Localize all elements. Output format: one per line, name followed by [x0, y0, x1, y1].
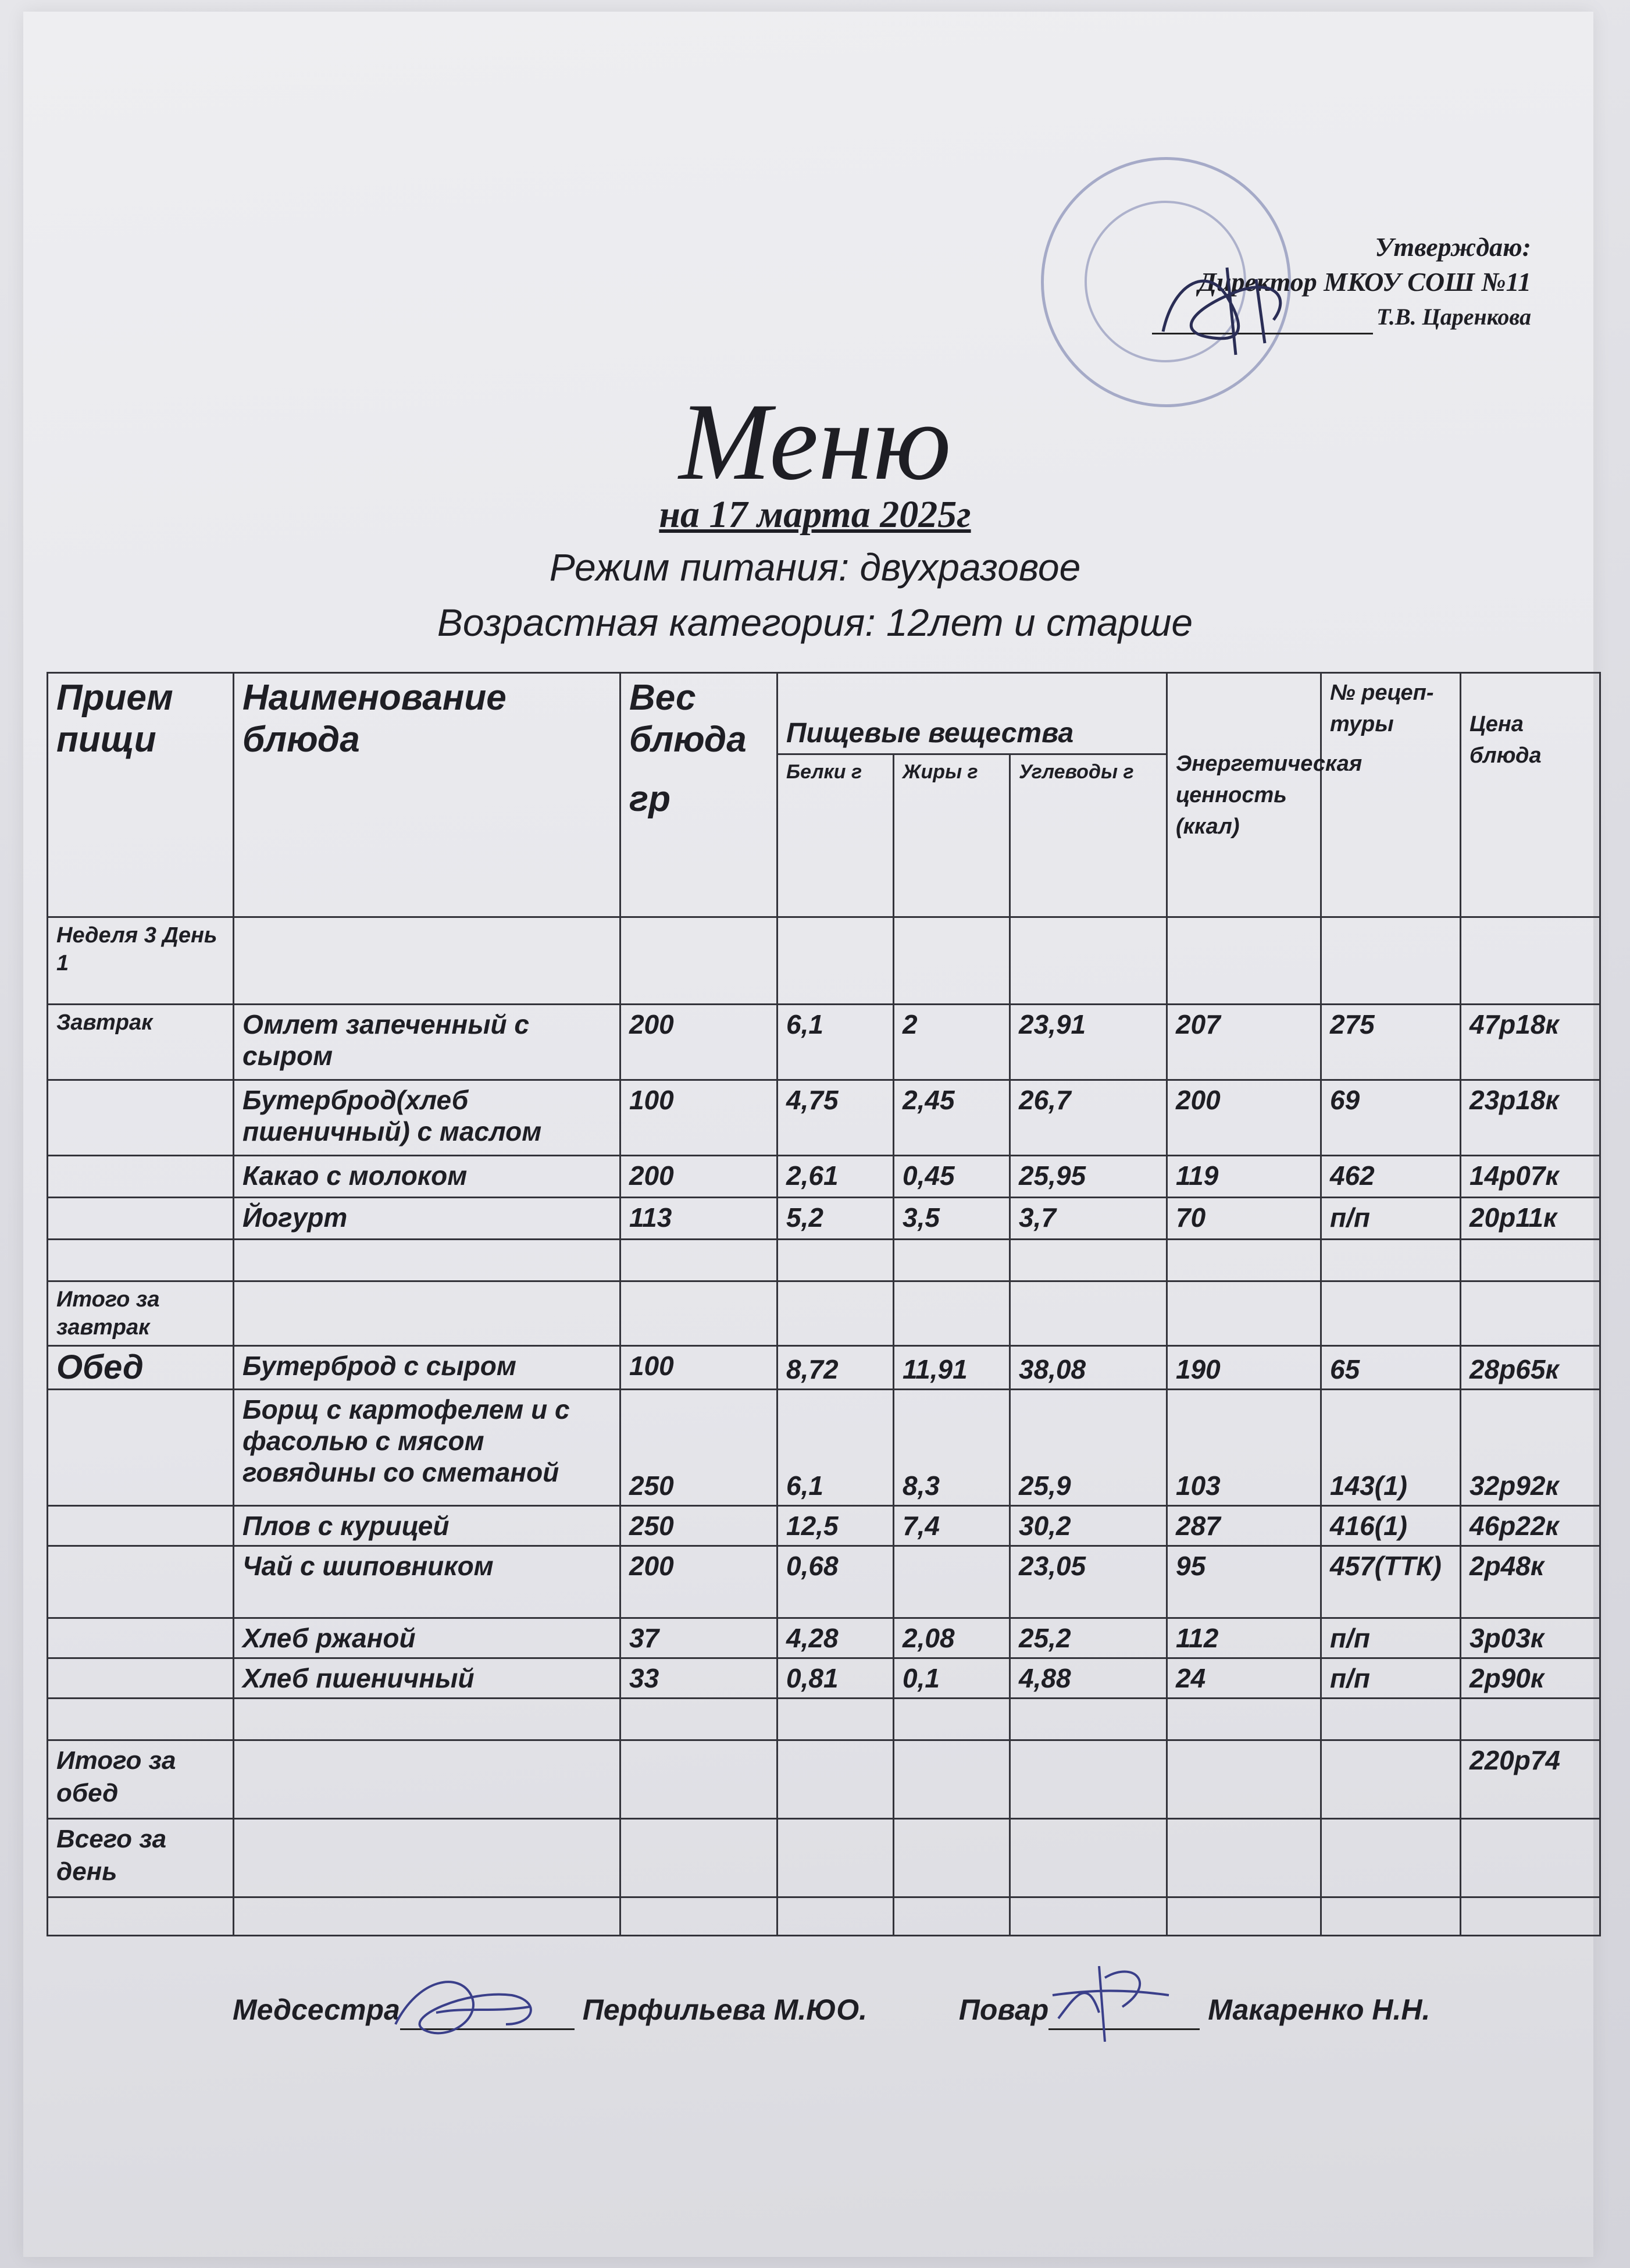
- cell-carbs: [1010, 1240, 1167, 1281]
- cell-fat: [894, 1819, 1010, 1897]
- header-protein: Белки г: [777, 754, 894, 917]
- cell-carbs: 38,08: [1010, 1346, 1167, 1390]
- cell-recipe: [1321, 1819, 1461, 1897]
- cell-weight: 200: [620, 1156, 777, 1198]
- cell-carbs: 23,05: [1010, 1546, 1167, 1618]
- cell-protein: [777, 917, 894, 1005]
- table-row: [48, 1156, 1600, 1198]
- cell-recipe: 275: [1321, 1005, 1461, 1080]
- cell-energy: 287: [1167, 1506, 1321, 1546]
- cell-energy: 190: [1167, 1346, 1321, 1390]
- cell-weight: [620, 1281, 777, 1346]
- cell-weight: 100: [620, 1080, 777, 1156]
- cell-energy: [1167, 1740, 1321, 1819]
- cell-dish: Омлет запеченный с сыром: [234, 1005, 620, 1080]
- cell-fat: 7,4: [894, 1506, 1010, 1546]
- cell-fat: [894, 1897, 1010, 1936]
- cell-dish: Плов с курицей: [234, 1506, 620, 1546]
- cell-protein: [777, 1819, 894, 1897]
- cell-meal: Итого за завтрак: [48, 1281, 234, 1346]
- cell-dish: Какао с молоком: [234, 1156, 620, 1198]
- cell-price: 14р07к: [1461, 1156, 1600, 1198]
- table-row: [48, 1819, 1600, 1897]
- cell-meal: [48, 1240, 234, 1281]
- cell-protein: 0,68: [777, 1546, 894, 1618]
- director-name: Т.В. Царенкова: [1376, 304, 1531, 330]
- cell-protein: 12,5: [777, 1506, 894, 1546]
- table-row: [48, 917, 1600, 1005]
- cell-energy: 70: [1167, 1198, 1321, 1240]
- cell-recipe: п/п: [1321, 1658, 1461, 1699]
- table-row: [48, 1005, 1600, 1080]
- nurse-signature: [378, 1954, 564, 2053]
- cell-weight: 113: [620, 1198, 777, 1240]
- cell-meal: [48, 1506, 234, 1546]
- cell-meal: [48, 1897, 234, 1936]
- cell-price: [1461, 1897, 1600, 1936]
- cell-meal: [48, 1699, 234, 1740]
- cell-meal: [48, 1546, 234, 1618]
- page-title: Меню: [679, 381, 951, 503]
- cell-carbs: [1010, 1699, 1167, 1740]
- header-meal: Прием пищи: [48, 673, 234, 917]
- cell-price: 46р22к: [1461, 1506, 1600, 1546]
- cell-price: 3р03к: [1461, 1618, 1600, 1658]
- cell-fat: 2,45: [894, 1080, 1010, 1156]
- cell-meal: [48, 1080, 234, 1156]
- header-weight-unit: гр: [629, 779, 670, 819]
- cell-price: 23р18к: [1461, 1080, 1600, 1156]
- table-row: [48, 1198, 1600, 1240]
- cell-energy: [1167, 1281, 1321, 1346]
- cell-carbs: 25,9: [1010, 1390, 1167, 1506]
- cell-fat: 2: [894, 1005, 1010, 1080]
- nurse-name: Перфильева М.ЮО.: [582, 1993, 868, 2026]
- cell-price: 32р92к: [1461, 1390, 1600, 1506]
- cell-protein: [777, 1240, 894, 1281]
- cell-energy: 103: [1167, 1390, 1321, 1506]
- table-row: [48, 1390, 1600, 1506]
- cell-recipe: [1321, 1240, 1461, 1281]
- cell-price: 28р65к: [1461, 1346, 1600, 1390]
- cell-price: 2р90к: [1461, 1658, 1600, 1699]
- cook-name: Макаренко Н.Н.: [1208, 1993, 1431, 2026]
- cell-energy: [1167, 1699, 1321, 1740]
- cell-protein: 6,1: [777, 1005, 894, 1080]
- cell-dish: Борщ с картофелем и с фасолью с мясом говядины со сметаной: [234, 1390, 620, 1506]
- header-weight-label: Вес блюда: [629, 678, 747, 760]
- cell-meal: [48, 1658, 234, 1699]
- cell-meal: Всего за день: [48, 1819, 234, 1897]
- meal-mode: Режим питания: двухразовое: [549, 546, 1081, 589]
- cell-fat: 3,5: [894, 1198, 1010, 1240]
- cell-carbs: 4,88: [1010, 1658, 1167, 1699]
- cell-protein: [777, 1699, 894, 1740]
- cell-carbs: 3,7: [1010, 1198, 1167, 1240]
- cell-protein: [777, 1897, 894, 1936]
- cell-price: 47р18к: [1461, 1005, 1600, 1080]
- header-recipe: № рецеп-туры: [1321, 673, 1461, 917]
- cell-fat: [894, 1240, 1010, 1281]
- cell-recipe: 143(1): [1321, 1390, 1461, 1506]
- cell-weight: 37: [620, 1618, 777, 1658]
- table-row: [48, 1080, 1600, 1156]
- menu-table: [47, 672, 1601, 1936]
- cell-dish: Бутерброд с сыром: [234, 1346, 620, 1390]
- cell-carbs: [1010, 1281, 1167, 1346]
- cell-weight: [620, 1897, 777, 1936]
- cell-carbs: 23,91: [1010, 1005, 1167, 1080]
- cell-recipe: 416(1): [1321, 1506, 1461, 1546]
- cell-weight: 100: [620, 1346, 777, 1390]
- cell-weight: 33: [620, 1658, 777, 1699]
- cell-meal: [48, 1198, 234, 1240]
- cell-protein: 6,1: [777, 1390, 894, 1506]
- cook-signature: [1035, 1943, 1186, 2048]
- cell-weight: 200: [620, 1546, 777, 1618]
- cell-carbs: [1010, 1740, 1167, 1819]
- cell-weight: 250: [620, 1506, 777, 1546]
- cell-price: [1461, 1819, 1600, 1897]
- cell-fat: 2,08: [894, 1618, 1010, 1658]
- approval-position: Директор МКОУ СОШ №11: [1198, 267, 1531, 297]
- cell-dish: Чай с шиповником: [234, 1546, 620, 1618]
- cell-energy: 200: [1167, 1080, 1321, 1156]
- cell-fat: [894, 917, 1010, 1005]
- cell-protein: 2,61: [777, 1156, 894, 1198]
- cell-weight: [620, 1240, 777, 1281]
- cell-price: 20р11к: [1461, 1198, 1600, 1240]
- cell-fat: [894, 1281, 1010, 1346]
- header-nutrients: Пищевые вещества: [777, 673, 1167, 754]
- cell-recipe: [1321, 1897, 1461, 1936]
- table-row: [48, 1546, 1600, 1618]
- cell-energy: 207: [1167, 1005, 1321, 1080]
- table-row: [48, 1281, 1600, 1346]
- cell-recipe: [1321, 917, 1461, 1005]
- cell-fat: [894, 1699, 1010, 1740]
- cell-protein: 4,28: [777, 1618, 894, 1658]
- cell-weight: [620, 1699, 777, 1740]
- cell-meal: Неделя 3 День 1: [48, 917, 234, 1005]
- cell-protein: 8,72: [777, 1346, 894, 1390]
- cook-label: Повар: [958, 1993, 1049, 2026]
- cell-protein: [777, 1281, 894, 1346]
- cell-fat: 0,45: [894, 1156, 1010, 1198]
- cell-energy: 119: [1167, 1156, 1321, 1198]
- cell-energy: 112: [1167, 1618, 1321, 1658]
- cell-meal: Обед: [48, 1346, 234, 1390]
- cell-meal: [48, 1390, 234, 1506]
- cell-fat: [894, 1546, 1010, 1618]
- table-row: [48, 1699, 1600, 1740]
- cell-price: 2р48к: [1461, 1546, 1600, 1618]
- menu-date: на 17 марта 2025г: [659, 493, 971, 536]
- table-row: [48, 1346, 1600, 1390]
- cell-recipe: п/п: [1321, 1198, 1461, 1240]
- cell-meal: [48, 1156, 234, 1198]
- cell-energy: 95: [1167, 1546, 1321, 1618]
- cell-dish: [234, 1897, 620, 1936]
- cell-energy: [1167, 917, 1321, 1005]
- cell-carbs: [1010, 1819, 1167, 1897]
- cell-weight: [620, 917, 777, 1005]
- cell-carbs: 25,95: [1010, 1156, 1167, 1198]
- cell-dish: [234, 1699, 620, 1740]
- cell-recipe: 65: [1321, 1346, 1461, 1390]
- cell-carbs: 25,2: [1010, 1618, 1167, 1658]
- cell-price: [1461, 1240, 1600, 1281]
- header-carbs: Углеводы г: [1010, 754, 1167, 917]
- table-row: [48, 1897, 1600, 1936]
- cell-energy: [1167, 1240, 1321, 1281]
- cell-recipe: 69: [1321, 1080, 1461, 1156]
- table-row: [48, 1740, 1600, 1819]
- cell-meal: Завтрак: [48, 1005, 234, 1080]
- age-category: Возрастная категория: 12лет и старше: [437, 601, 1193, 644]
- cell-meal: Итого за обед: [48, 1740, 234, 1819]
- cell-dish: [234, 1281, 620, 1346]
- cell-energy: [1167, 1819, 1321, 1897]
- cell-energy: [1167, 1897, 1321, 1936]
- cell-recipe: [1321, 1699, 1461, 1740]
- approval-label: Утверждаю:: [1375, 232, 1531, 262]
- cell-price: [1461, 917, 1600, 1005]
- cell-protein: 5,2: [777, 1198, 894, 1240]
- cell-dish: Йогурт: [234, 1198, 620, 1240]
- cell-recipe: п/п: [1321, 1618, 1461, 1658]
- cell-dish: Бутерброд(хлеб пшеничный) с маслом: [234, 1080, 620, 1156]
- header-price: Цена блюда: [1461, 673, 1600, 917]
- cell-price: [1461, 1699, 1600, 1740]
- cell-recipe: [1321, 1281, 1461, 1346]
- table-row: [48, 1240, 1600, 1281]
- cell-fat: 8,3: [894, 1390, 1010, 1506]
- cell-price: [1461, 1281, 1600, 1346]
- nurse-label: Медсестра: [233, 1993, 400, 2026]
- cell-weight: [620, 1740, 777, 1819]
- cell-protein: 4,75: [777, 1080, 894, 1156]
- header-fat: Жиры г: [894, 754, 1010, 917]
- cell-carbs: [1010, 917, 1167, 1005]
- table-row: [48, 1506, 1600, 1546]
- director-signature: [1140, 244, 1332, 361]
- cell-dish: [234, 1240, 620, 1281]
- cell-dish: Хлеб пшеничный: [234, 1658, 620, 1699]
- cell-dish: [234, 1740, 620, 1819]
- cell-weight: [620, 1819, 777, 1897]
- cell-fat: 0,1: [894, 1658, 1010, 1699]
- cell-recipe: [1321, 1740, 1461, 1819]
- cell-protein: [777, 1740, 894, 1819]
- header-dish: Наименование блюда: [234, 673, 620, 917]
- cell-dish: [234, 917, 620, 1005]
- cell-carbs: 30,2: [1010, 1506, 1167, 1546]
- cell-carbs: [1010, 1897, 1167, 1936]
- cell-recipe: 457(ТТК): [1321, 1546, 1461, 1618]
- cell-dish: Хлеб ржаной: [234, 1618, 620, 1658]
- cell-recipe: 462: [1321, 1156, 1461, 1198]
- table-row: [48, 1618, 1600, 1658]
- cell-dish: [234, 1819, 620, 1897]
- cell-protein: 0,81: [777, 1658, 894, 1699]
- cell-fat: [894, 1740, 1010, 1819]
- cell-carbs: 26,7: [1010, 1080, 1167, 1156]
- header-weight: [620, 673, 777, 917]
- cell-weight: 200: [620, 1005, 777, 1080]
- cell-meal: [48, 1618, 234, 1658]
- cell-fat: 11,91: [894, 1346, 1010, 1390]
- header-energy: Энергетическая ценность (ккал): [1167, 673, 1321, 917]
- table-row: [48, 1658, 1600, 1699]
- cell-energy: 24: [1167, 1658, 1321, 1699]
- cell-price: 220р74: [1461, 1740, 1600, 1819]
- cell-weight: 250: [620, 1390, 777, 1506]
